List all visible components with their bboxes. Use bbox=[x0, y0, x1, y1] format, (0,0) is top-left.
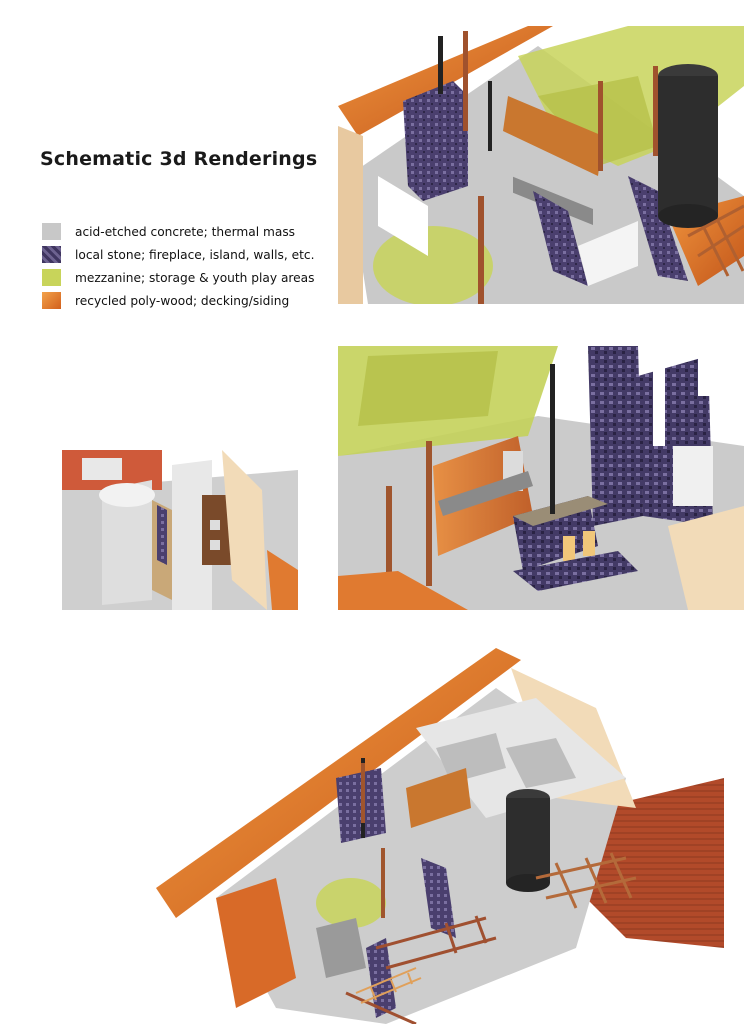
concrete-swatch bbox=[42, 223, 61, 240]
page-title: Schematic 3d Renderings bbox=[40, 148, 318, 170]
legend-label: local stone; fireplace, island, walls, etc. bbox=[75, 247, 315, 262]
legend-label: recycled poly-wood; decking/siding bbox=[75, 293, 290, 308]
legend-item-concrete bbox=[42, 220, 314, 243]
legend-item-wood bbox=[42, 289, 314, 312]
rendering-overview-top bbox=[338, 26, 744, 304]
legend-label: acid-etched concrete; thermal mass bbox=[75, 224, 296, 239]
legend-label: mezzanine; storage & youth play areas bbox=[75, 270, 315, 285]
rendering-full-house bbox=[156, 648, 724, 1024]
legend-item-mezzanine bbox=[42, 266, 314, 289]
mezzanine-swatch bbox=[42, 269, 61, 286]
legend-item-stone bbox=[42, 243, 314, 266]
materials-legend bbox=[42, 220, 314, 312]
rendering-detail-left bbox=[62, 450, 298, 610]
wood-swatch bbox=[42, 292, 61, 309]
stone-swatch bbox=[42, 246, 61, 263]
rendering-kitchen bbox=[338, 346, 744, 610]
